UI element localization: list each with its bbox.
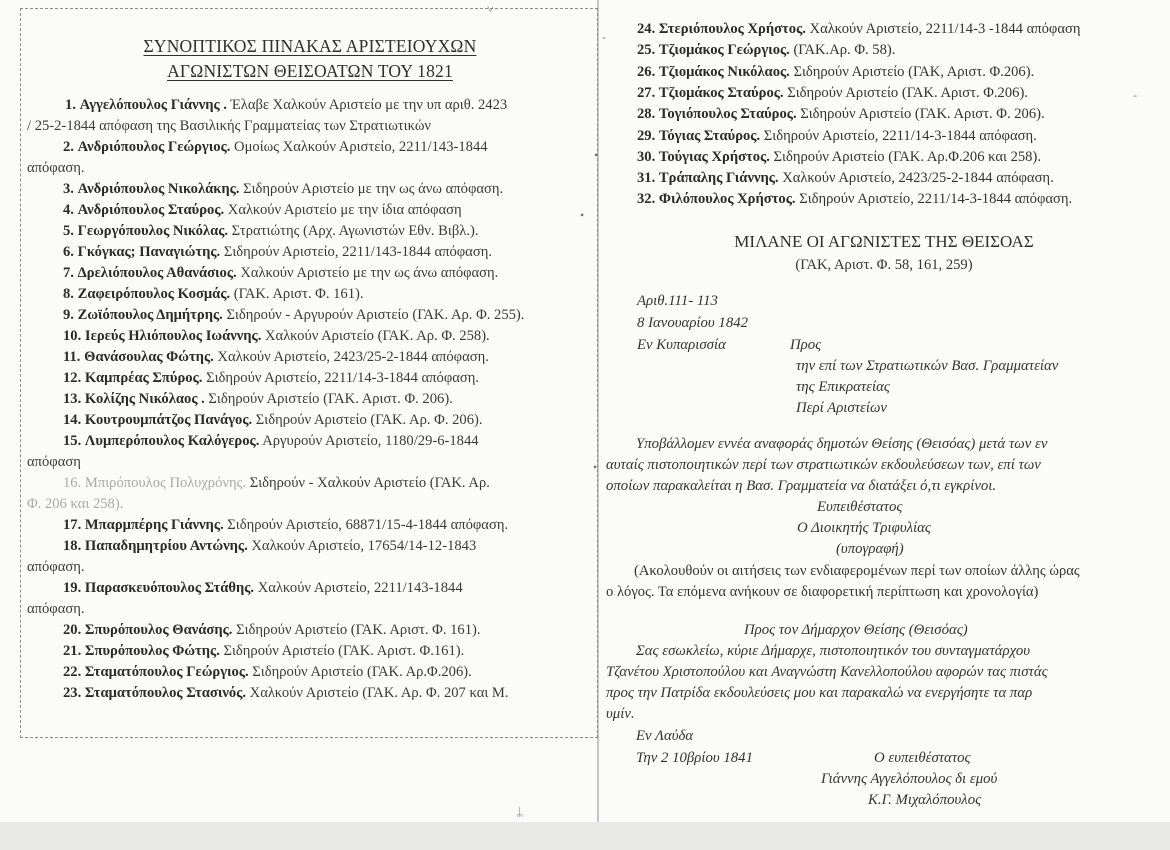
- entry-name: Στεριόπουλος Χρήστος.: [658, 21, 806, 37]
- entry-detail: Χαλκούν Αριστείο με την ως άνω απόφαση.: [236, 265, 499, 281]
- list-item: [21, 684, 641, 703]
- entry-name: Θανάσουλας Φώτης.: [84, 349, 214, 365]
- entry-number: 25.: [637, 42, 656, 59]
- list-item: [21, 264, 641, 283]
- scan-speck-mark: ˅: [487, 2, 494, 16]
- entry-name: Παρασκευόπουλος Στάθης.: [84, 580, 255, 596]
- list-item: [637, 63, 1034, 82]
- letter1-date: 8 Ιανουαρίου 1842: [637, 315, 749, 331]
- entry-name: Ζωϊόπουλος Δημήτρης.: [77, 307, 223, 323]
- scan-speck-mark: •: [594, 148, 599, 162]
- scan-speck-mark: •: [593, 460, 598, 474]
- entry-name: Σταματόπουλος Γεώργιος.: [84, 664, 249, 680]
- scan-speck-mark: ᛦ: [516, 805, 524, 819]
- entry-detail: Αργυρούν Αριστείο, 1180/29-6-1844: [259, 433, 479, 449]
- list-item: [21, 369, 641, 388]
- list-item: [21, 642, 641, 661]
- letter2-date: Την 2 10βρίου 1841: [636, 750, 753, 766]
- section-source: (ΓΑΚ, Αριστ. Φ. 58, 161, 259): [795, 257, 973, 273]
- entry-detail: Χαλκούν Αριστείο (ΓΑΚ. Αρ. Φ. 207 και Μ.: [246, 685, 509, 701]
- entry-detail: Χαλκούν Αριστείο, 2423/25-2-1844 απόφαση.: [778, 170, 1054, 187]
- letter1-recipient-2: της Επικρατείας: [796, 379, 890, 395]
- entry-detail: Σιδηρούν - Αργυρούν Αριστείο (ΓΑΚ. Αρ. Φ. 255).: [222, 307, 525, 323]
- letter1-body-3: οποίων παρακαλείται η Βασ. Γραμματεία να διατάξει ό,τι εγκρίνοι.: [606, 478, 997, 494]
- list-item: [637, 20, 1080, 39]
- entry-detail: Σιδηρούν Αριστείο (ΓΑΚ, Αριστ. Φ.206).: [789, 63, 1035, 80]
- list-item: [21, 222, 641, 241]
- letter2-closing: Ο ευπειθέστατος: [874, 750, 971, 766]
- entry-name: Κολίζης Νικόλαος .: [84, 391, 205, 407]
- list-item: [637, 190, 1072, 209]
- scan-margin: [0, 822, 1170, 850]
- entry-detail: Ομοίως Χαλκούν Αριστείο, 2211/143-1844: [230, 139, 488, 155]
- entry-name: Τογιόπουλος Σταύρος.: [658, 106, 797, 123]
- entry-continuation: απόφαση.: [27, 160, 85, 176]
- entry-name: Ανδριόπουλος Σταύρος.: [77, 202, 225, 218]
- entry-continuation: απόφαση.: [27, 601, 85, 617]
- entry-detail: Σιδηρούν Αριστείο (ΓΑΚ. Αρ.Φ.206 και 258).: [769, 148, 1041, 165]
- entry-name: Ιερεύς Ηλιόπουλος Ιωάννης.: [84, 328, 262, 344]
- entry-name: Τζιομάκος Νικόλαος.: [658, 63, 790, 80]
- entry-detail: Χαλκούν Αριστείο (ΓΑΚ. Αρ. Φ. 258).: [261, 328, 490, 344]
- entry-name: Σπυρόπουλος Φώτης.: [84, 643, 220, 659]
- entry-number: 22.: [63, 664, 82, 680]
- letter1-ref: Αριθ.111- 113: [637, 293, 718, 309]
- list-item: [21, 537, 641, 556]
- letter1-signature: (υπογραφή): [836, 541, 904, 557]
- entry-number: 16.: [63, 475, 82, 491]
- entry-detail: Σιδηρούν Αριστείο, 2211/14-3-1844 απόφαση.: [202, 370, 480, 386]
- letter1-subject: Περί Αριστείων: [796, 400, 887, 416]
- entry-number: 5.: [63, 223, 74, 239]
- entry-name: Τζιομάκος Σταύρος.: [658, 84, 784, 101]
- entry-name: Γκόγκας; Παναγιώτης.: [77, 244, 221, 260]
- list-item: [21, 579, 641, 598]
- editor-note-2: ο λόγος. Τα επόμενα ανήκουν σε διαφορετική περίπτωση και χρονολογία): [606, 584, 1039, 600]
- entry-detail: Σιδηρούν Αριστείο, 2211/143-1844 απόφαση.: [220, 244, 492, 260]
- entry-name: Τράπαλης Γιάννης.: [658, 170, 779, 187]
- entry-number: 29.: [637, 127, 656, 144]
- entry-detail: Σιδηρούν Αριστείο (ΓΑΚ. Αριστ. Φ. 161).: [232, 622, 481, 638]
- entry-detail: Σιδηρούν Αριστείο (ΓΑΚ. Αριστ. Φ. 206).: [796, 106, 1045, 123]
- entry-name: Φιλόπουλος Χρήστος.: [658, 191, 796, 208]
- list-item: [21, 243, 641, 262]
- entry-detail: Χαλκούν Αριστείο με την ίδια απόφαση: [224, 202, 462, 218]
- entry-number: 10.: [63, 328, 82, 344]
- entry-continuation: απόφαση.: [27, 559, 85, 575]
- entry-detail: (ΓΑΚ. Αριστ. Φ. 161).: [230, 286, 364, 302]
- entry-detail: Σιδηρούν Αριστείο (ΓΑΚ. Αριστ. Φ.161).: [219, 643, 465, 659]
- letter1-recipient: την επί των Στρατιωτικών Βασ. Γραμματείαν: [796, 358, 1059, 374]
- list-item: [21, 180, 641, 199]
- letter2-body-1: Σας εσωκλείω, κύριε Δήμαρχε, πιστοποιητικόν του συνταγματάρχου: [636, 643, 1031, 659]
- entry-detail: Σιδηρούν Αριστείο, 2211/14-3-1844 απόφαση.: [760, 127, 1037, 144]
- scan-speck-mark: -: [1133, 88, 1137, 102]
- scan-speck-mark: •: [580, 208, 585, 222]
- entry-number: 1.: [65, 97, 76, 113]
- list-item: [21, 96, 643, 115]
- list-item: [21, 348, 641, 367]
- entry-detail: Σιδηρούν Αριστείο (ΓΑΚ. Αριστ. Φ.206).: [783, 84, 1028, 101]
- entry-detail: Σιδηρούν Αριστείο με την ως άνω απόφαση.: [239, 181, 504, 197]
- letter2-body-3: προς την Πατρίδα εκδουλεύσεις μου και παρακαλώ να ενεργήσητε τα παρ: [606, 685, 1033, 701]
- entry-name: Κουτρουμπάτζος Πανάγος.: [84, 412, 253, 428]
- entry-number: 15.: [63, 433, 82, 449]
- list-item: [21, 621, 641, 640]
- entry-number: 9.: [63, 307, 74, 323]
- entry-number: 13.: [63, 391, 82, 407]
- entry-name: Τούγιας Χρήστος.: [658, 148, 770, 165]
- entry-number: 30.: [637, 148, 656, 165]
- entry-number: 14.: [63, 412, 82, 428]
- list-item: [21, 411, 641, 430]
- list-item: [21, 432, 641, 451]
- entry-detail: Σιδηρούν Αριστείο (ΓΑΚ. Αρ.Φ.206).: [248, 664, 472, 680]
- entry-number: 12.: [63, 370, 82, 386]
- entry-detail: Σιδηρούν - Χαλκούν Αριστείο (ΓΑΚ. Αρ.: [246, 475, 490, 491]
- list-item: [21, 201, 641, 220]
- entry-detail: Σιδηρούν Αριστείο (ΓΑΚ. Αρ. Φ. 206).: [252, 412, 483, 428]
- letter1-signer: Ο Διοικητής Τριφυλίας: [797, 520, 931, 536]
- entry-detail: Σιδηρούν Αριστείο (ΓΑΚ. Αριστ. Φ. 206).: [204, 391, 453, 407]
- list-item: [21, 474, 641, 493]
- entry-number: 31.: [637, 170, 656, 187]
- entry-name: Ανδριόπουλος Γεώργιος.: [77, 139, 231, 155]
- entry-detail: Στρατιώτης (Αρχ. Αγωνιστών Εθν. Βιβλ.).: [228, 223, 479, 239]
- list-item: [637, 84, 1028, 103]
- entry-name: Δρελιόπουλος Αθανάσιος.: [77, 265, 237, 281]
- entry-number: 24.: [637, 21, 656, 37]
- entry-number: 6.: [63, 244, 74, 260]
- entry-detail: Χαλκούν Αριστείο, 2211/143-1844: [254, 580, 463, 596]
- entry-number: 23.: [63, 685, 82, 701]
- entry-number: 17.: [63, 517, 82, 533]
- entry-name: Λυμπερόπουλος Καλόγερος.: [84, 433, 260, 449]
- entry-name: Μπαρμπέρης Γιάννης.: [84, 517, 224, 533]
- list-item: [637, 169, 1054, 188]
- letter1-closing: Ευπειθέστατος: [817, 499, 903, 515]
- list-item: [21, 327, 641, 346]
- letter1-to: Προς: [790, 337, 822, 353]
- list-title-line2: ΑΓΩΝΙΣΤΩΝ ΘΕΙΣΟΑΤΩΝ ΤΟΥ 1821: [167, 61, 453, 81]
- entry-continuation: Φ. 206 και 258).: [27, 496, 124, 512]
- list-item: [21, 306, 641, 325]
- entry-number: 4.: [63, 202, 74, 218]
- entry-number: 28.: [637, 106, 656, 123]
- letter2-body-4: υμίν.: [606, 706, 635, 722]
- entry-detail: Σιδηρούν Αριστείο, 2211/14-3-1844 απόφαση.: [795, 191, 1073, 208]
- list-item: [637, 41, 895, 60]
- entry-continuation: / 25-2-1844 απόφαση της Βασιλικής Γραμματείας των Στρατιωτικών: [27, 118, 432, 134]
- list-item: [21, 663, 641, 682]
- entry-name: Παπαδημητρίου Αντώνης.: [84, 538, 248, 554]
- letter2-body-2: Τζανέτου Χριστοπούλου και Αναγνώστη Κανελλοπούλου αφορών τας πιστάς: [606, 664, 1048, 680]
- entry-name: Ζαφειρόπουλος Κοσμάς.: [77, 286, 231, 302]
- entry-name: Καμπρέας Σπύρος.: [84, 370, 203, 386]
- entry-number: 32.: [637, 191, 656, 208]
- entry-number: 20.: [63, 622, 82, 638]
- list-item: [637, 105, 1045, 124]
- list-item: [21, 285, 641, 304]
- entry-name: Γεωργόπουλος Νικόλας.: [77, 223, 229, 239]
- entry-number: 11.: [63, 349, 81, 365]
- entry-name: Τόγιας Σταύρος.: [658, 127, 761, 144]
- entry-detail: Χαλκούν Αριστείο, 2423/25-2-1844 απόφαση.: [213, 349, 489, 365]
- list-item: [21, 138, 641, 157]
- entry-number: 2.: [63, 139, 74, 155]
- entry-number: 19.: [63, 580, 82, 596]
- award-list-box: [20, 8, 598, 738]
- list-title-line1: ΣΥΝΟΠΤΙΚΟΣ ΠΙΝΑΚΑΣ ΑΡΙΣΤΕΙΟΥΧΩΝ: [143, 36, 477, 56]
- entry-number: 8.: [63, 286, 74, 302]
- section-title: ΜΙΛΑΝΕ ΟΙ ΑΓΩΝΙΣΤΕΣ ΤΗΣ ΘΕΙΣΟΑΣ: [734, 232, 1034, 251]
- entry-name: Τζιομάκος Γεώργιος.: [658, 42, 790, 59]
- list-item: [637, 148, 1041, 167]
- entry-number: 18.: [63, 538, 82, 554]
- scan-speck-mark: -: [602, 30, 606, 44]
- entry-number: 21.: [63, 643, 82, 659]
- letter1-body-1: Υποβάλλομεν εννέα αναφοράς δημοτών Θείσης (Θεισόας) μετά των εν: [636, 436, 1048, 452]
- letter2-place: Εν Λαύδα: [636, 728, 694, 744]
- entry-name: Αγγελόπουλος Γιάννης .: [79, 97, 227, 113]
- entry-name: Σπυρόπουλος Θανάσης.: [84, 622, 233, 638]
- entry-number: 27.: [637, 84, 656, 101]
- entry-number: 26.: [637, 63, 656, 80]
- entry-detail: Έλαβε Χαλκούν Αριστείο με την υπ αριθ. 2423: [226, 97, 508, 113]
- entry-detail: (ΓΑΚ.Αρ. Φ. 58).: [789, 42, 896, 59]
- list-item: [637, 127, 1037, 146]
- letter2-signer-1: Γιάννης Αγγελόπουλος δι εμού: [821, 771, 998, 787]
- editor-note-1: (Ακολουθούν οι αιτήσεις των ενδιαφερομένων περί των οποίων άλλης ώρας: [634, 563, 1080, 579]
- letter2-signer-2: Κ.Γ. Μιχαλόπουλος: [868, 792, 982, 808]
- list-item: [21, 390, 641, 409]
- entry-number: 7.: [63, 265, 74, 281]
- entry-continuation: απόφαση: [27, 454, 81, 470]
- letter1-body-2: αυταίς πιστοποιητικών περί των στρατιωτικών εκδουλεύσεων των, επί των: [606, 457, 1041, 473]
- entry-number: 3.: [63, 181, 74, 197]
- letter2-to: Προς τον Δήμαρχον Θείσης (Θεισόας): [744, 622, 968, 638]
- entry-name: Ανδριόπουλος Νικολάκης.: [77, 181, 240, 197]
- entry-detail: Χαλκούν Αριστείο, 17654/14-12-1843: [247, 538, 477, 554]
- entry-detail: Χαλκούν Αριστείο, 2211/14-3 -1844 απόφαση: [805, 21, 1081, 37]
- entry-detail: Σιδηρούν Αριστείο, 68871/15-4-1844 απόφαση.: [223, 517, 509, 533]
- entry-name: Μπιρόπουλος Πολυχρόνης.: [84, 475, 247, 491]
- letter1-place: Εν Κυπαρισσία: [637, 337, 726, 353]
- entry-name: Σταματόπουλος Στασινός.: [84, 685, 246, 701]
- list-item: [21, 516, 641, 535]
